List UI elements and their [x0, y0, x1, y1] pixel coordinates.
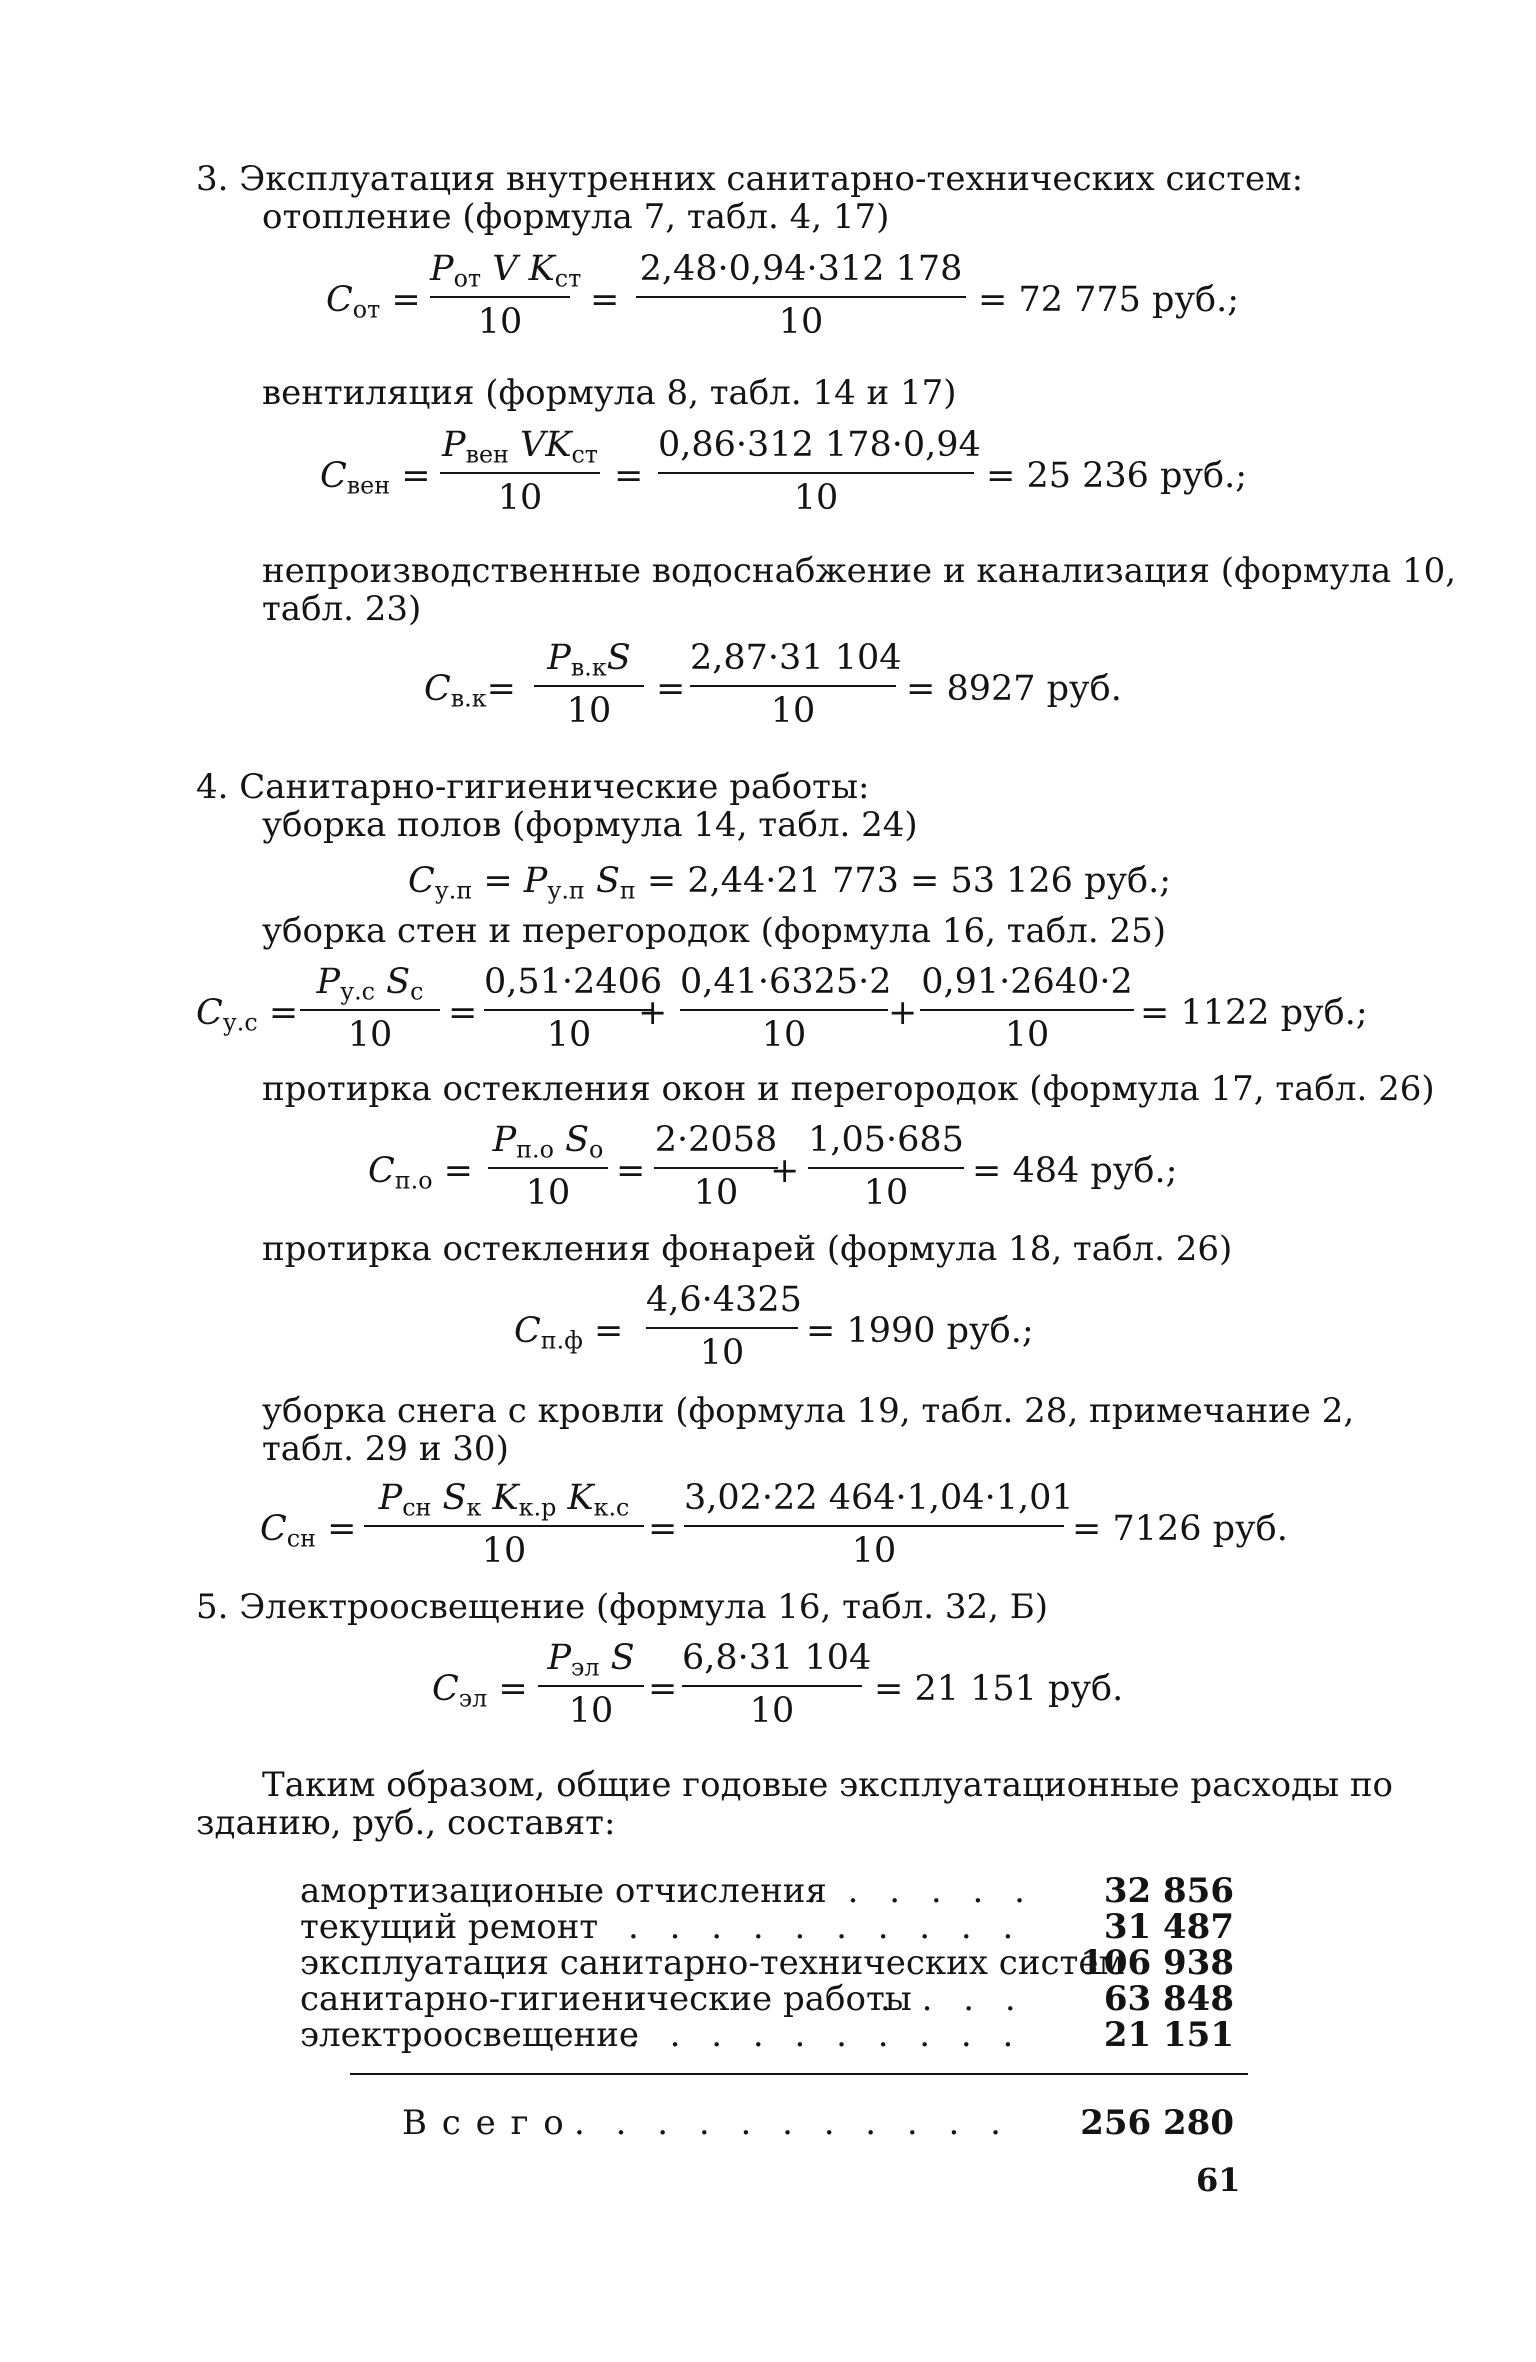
windows-term-2-denominator: 10	[863, 1173, 909, 1213]
snow-calc-denominator: 10	[851, 1531, 897, 1571]
summary-total-value: 256 280	[1080, 2103, 1234, 2143]
water-result: = 8927 руб.	[906, 669, 1122, 709]
summary-row-value: 21 151	[1103, 2015, 1234, 2055]
lighting-lhs: $C_{эл}$ =	[432, 1669, 528, 1713]
ventilation-intro: вентиляция (формула 8, табл. 14 и 17)	[262, 373, 957, 413]
heating-intro: отопление (формула 7, табл. 4, 17)	[262, 197, 890, 237]
water-intro-line-2: табл. 23)	[262, 589, 422, 629]
equals-sign: =	[590, 280, 620, 320]
ventilation-symbolic-numerator: $P_{вен}$ $VK_{ст}$	[442, 425, 598, 469]
summary-row-leader: . . . . . .	[806, 1871, 1035, 1911]
snow-symbolic-denominator: 10	[481, 1531, 527, 1571]
heating-result: = 72 775 руб.;	[978, 280, 1240, 320]
windows-lhs: $C_{п.о}$ =	[368, 1151, 473, 1195]
walls-term-1-numerator: 0,51·2406	[484, 962, 663, 1002]
ventilation-fraction-bar	[440, 472, 600, 474]
walls-result: = 1122 руб.;	[1140, 993, 1368, 1033]
snow-calc-bar	[684, 1525, 1064, 1527]
walls-term-1-bar	[484, 1009, 654, 1011]
walls-term-3-denominator: 10	[1004, 1015, 1050, 1055]
summary-row-value: 32 856	[1103, 1871, 1234, 1911]
plus-sign: +	[888, 993, 918, 1033]
walls-term-2-numerator: 0,41·6325·2	[680, 962, 892, 1002]
section-3-heading: 3. Эксплуатация внутренних санитарно-технических систем:	[196, 159, 1304, 199]
ventilation-calc-numerator: 0,86·312 178·0,94	[658, 425, 981, 465]
walls-fraction-bar	[300, 1009, 440, 1011]
section-5-heading: 5. Электроосвещение (формула 16, табл. 32, Б)	[196, 1587, 1049, 1627]
ventilation-calc-bar	[658, 472, 974, 474]
walls-symbolic-denominator: 10	[347, 1015, 393, 1055]
lighting-calc-denominator: 10	[749, 1691, 795, 1731]
summary-row-value: 63 848	[1103, 1979, 1234, 2019]
lighting-calc-bar	[682, 1685, 862, 1687]
summary-total-leader: . . . . . . . . . . .	[574, 2103, 1011, 2143]
windows-term-2-bar	[808, 1167, 964, 1169]
equals-sign: =	[648, 1669, 678, 1709]
windows-fraction-bar	[488, 1167, 608, 1169]
heating-fraction-bar	[430, 296, 570, 298]
summary-row-label: санитарно-гигиенические работы	[300, 1979, 912, 2019]
page-number: 61	[1196, 2161, 1241, 2199]
walls-symbolic-numerator: $P_{у.с}$ $S_с$	[316, 962, 424, 1006]
summary-row-label: текущий ремонт	[300, 1907, 599, 1947]
lantern-calc-numerator: 4,6·4325	[646, 1280, 802, 1320]
walls-intro: уборка стен и перегородок (формула 16, табл. 25)	[262, 911, 1167, 951]
windows-term-1-numerator: 2·2058	[654, 1120, 778, 1160]
windows-symbolic-numerator: $P_{п.о}$ $S_о$	[492, 1120, 604, 1164]
equals-sign: =	[448, 993, 478, 1033]
lighting-symbolic-numerator: $P_{эл}$ S	[547, 1638, 635, 1682]
water-lhs: $C_{в.к}=$	[424, 669, 516, 713]
lighting-symbolic-denominator: 10	[568, 1691, 614, 1731]
lighting-result: = 21 151 руб.	[874, 1669, 1124, 1709]
water-symbolic-denominator: 10	[566, 691, 612, 731]
walls-term-3-numerator: 0,91·2640·2	[921, 962, 1133, 1002]
snow-calc-numerator: 3,02·22 464·1,04·1,01	[684, 1478, 1074, 1518]
heating-calc-bar	[636, 296, 966, 298]
lighting-calc-numerator: 6,8·31 104	[682, 1638, 872, 1678]
lantern-lhs: $C_{п.ф}$ =	[514, 1311, 624, 1355]
summary-row-value: 106 938	[1080, 1943, 1234, 1983]
heating-lhs: $C_{от}$ =	[326, 280, 421, 324]
summary-row-label: амортизационые отчисления	[300, 1871, 827, 1911]
water-fraction-bar	[534, 685, 644, 687]
ventilation-symbolic-denominator: 10	[497, 478, 543, 518]
snow-intro-line-1: уборка снега с кровли (формула 19, табл. 28, примечание 2,	[262, 1391, 1355, 1431]
floors-intro: уборка полов (формула 14, табл. 24)	[262, 805, 918, 845]
snow-fraction-bar	[364, 1525, 644, 1527]
windows-term-1-denominator: 10	[693, 1173, 739, 1213]
summary-row-value: 31 487	[1103, 1907, 1234, 1947]
windows-intro: протирка остекления окон и перегородок (формула 17, табл. 26)	[262, 1069, 1435, 1109]
section-4-heading: 4. Санитарно-гигиенические работы:	[196, 767, 870, 807]
windows-symbolic-denominator: 10	[525, 1173, 571, 1213]
equals-sign: =	[616, 1151, 646, 1191]
summary-row-label: эксплуатация санитарно-технических систем	[300, 1943, 1125, 1983]
ventilation-calc-denominator: 10	[793, 478, 839, 518]
snow-symbolic-numerator: $P_{сн}$ $S_к$ $K_{к.р}$ $K_{к.с}$	[378, 1478, 630, 1522]
lantern-intro: протирка остекления фонарей (формула 18, табл. 26)	[262, 1229, 1233, 1269]
summary-intro-line-1: Таким образом, общие годовые эксплуатационные расходы по	[262, 1765, 1394, 1805]
walls-term-3-bar	[920, 1009, 1134, 1011]
floors-formula: $C_{у.п} = P_{у.п}$ $S_п = 2,44\cdot 21$ 773 = 53 126 руб.;	[408, 861, 1172, 905]
heating-calc-numerator: 2,48·0,94·312 178	[639, 249, 963, 289]
equals-sign: =	[656, 669, 686, 709]
plus-sign: +	[638, 993, 668, 1033]
walls-lhs: $C_{у.с}$ =	[196, 993, 299, 1037]
snow-result: = 7126 руб.	[1072, 1509, 1288, 1549]
walls-term-1-denominator: 10	[546, 1015, 592, 1055]
walls-term-2-denominator: 10	[761, 1015, 807, 1055]
equals-sign: =	[614, 456, 644, 496]
walls-term-2-bar	[680, 1009, 888, 1011]
snow-lhs: $C_{сн}$ =	[260, 1509, 357, 1553]
ventilation-result: = 25 236 руб.;	[986, 456, 1248, 496]
lantern-calc-bar	[646, 1327, 798, 1329]
heating-symbolic-denominator: 10	[477, 302, 523, 342]
heating-calc-denominator: 10	[778, 302, 824, 342]
water-calc-bar	[690, 685, 896, 687]
summary-row-label: электроосвещение	[300, 2015, 640, 2055]
windows-result: = 484 руб.;	[972, 1151, 1178, 1191]
lighting-fraction-bar	[538, 1685, 644, 1687]
heating-symbolic-numerator: $P_{от}$ V $K_{ст}$	[430, 249, 582, 293]
summary-intro-line-2: зданию, руб., составят:	[196, 1803, 616, 1843]
windows-term-1-bar	[654, 1167, 778, 1169]
windows-term-2-numerator: 1,05·685	[808, 1120, 964, 1160]
water-calc-numerator: 2,87·31 104	[690, 638, 902, 678]
summary-row-leader: . . . . . . . . . .	[628, 2015, 1024, 2055]
equals-sign: =	[648, 1509, 678, 1549]
summary-row-leader: . . . .	[880, 1979, 1026, 2019]
summary-row-leader: . . . . . . . . . .	[628, 1907, 1024, 1947]
ventilation-lhs: $C_{вен}$ =	[320, 456, 431, 500]
lantern-calc-denominator: 10	[699, 1333, 745, 1373]
lantern-result: = 1990 руб.;	[806, 1311, 1034, 1351]
summary-total-label: В с е г о	[402, 2103, 566, 2143]
water-intro-line-1: непроизводственные водоснабжение и канализация (формула 10,	[262, 551, 1457, 591]
plus-sign: +	[770, 1151, 800, 1191]
water-symbolic-numerator: $P_{в.к}S$	[547, 638, 631, 682]
snow-intro-line-2: табл. 29 и 30)	[262, 1429, 509, 1469]
water-calc-denominator: 10	[770, 691, 816, 731]
summary-total-rule	[350, 2073, 1248, 2075]
